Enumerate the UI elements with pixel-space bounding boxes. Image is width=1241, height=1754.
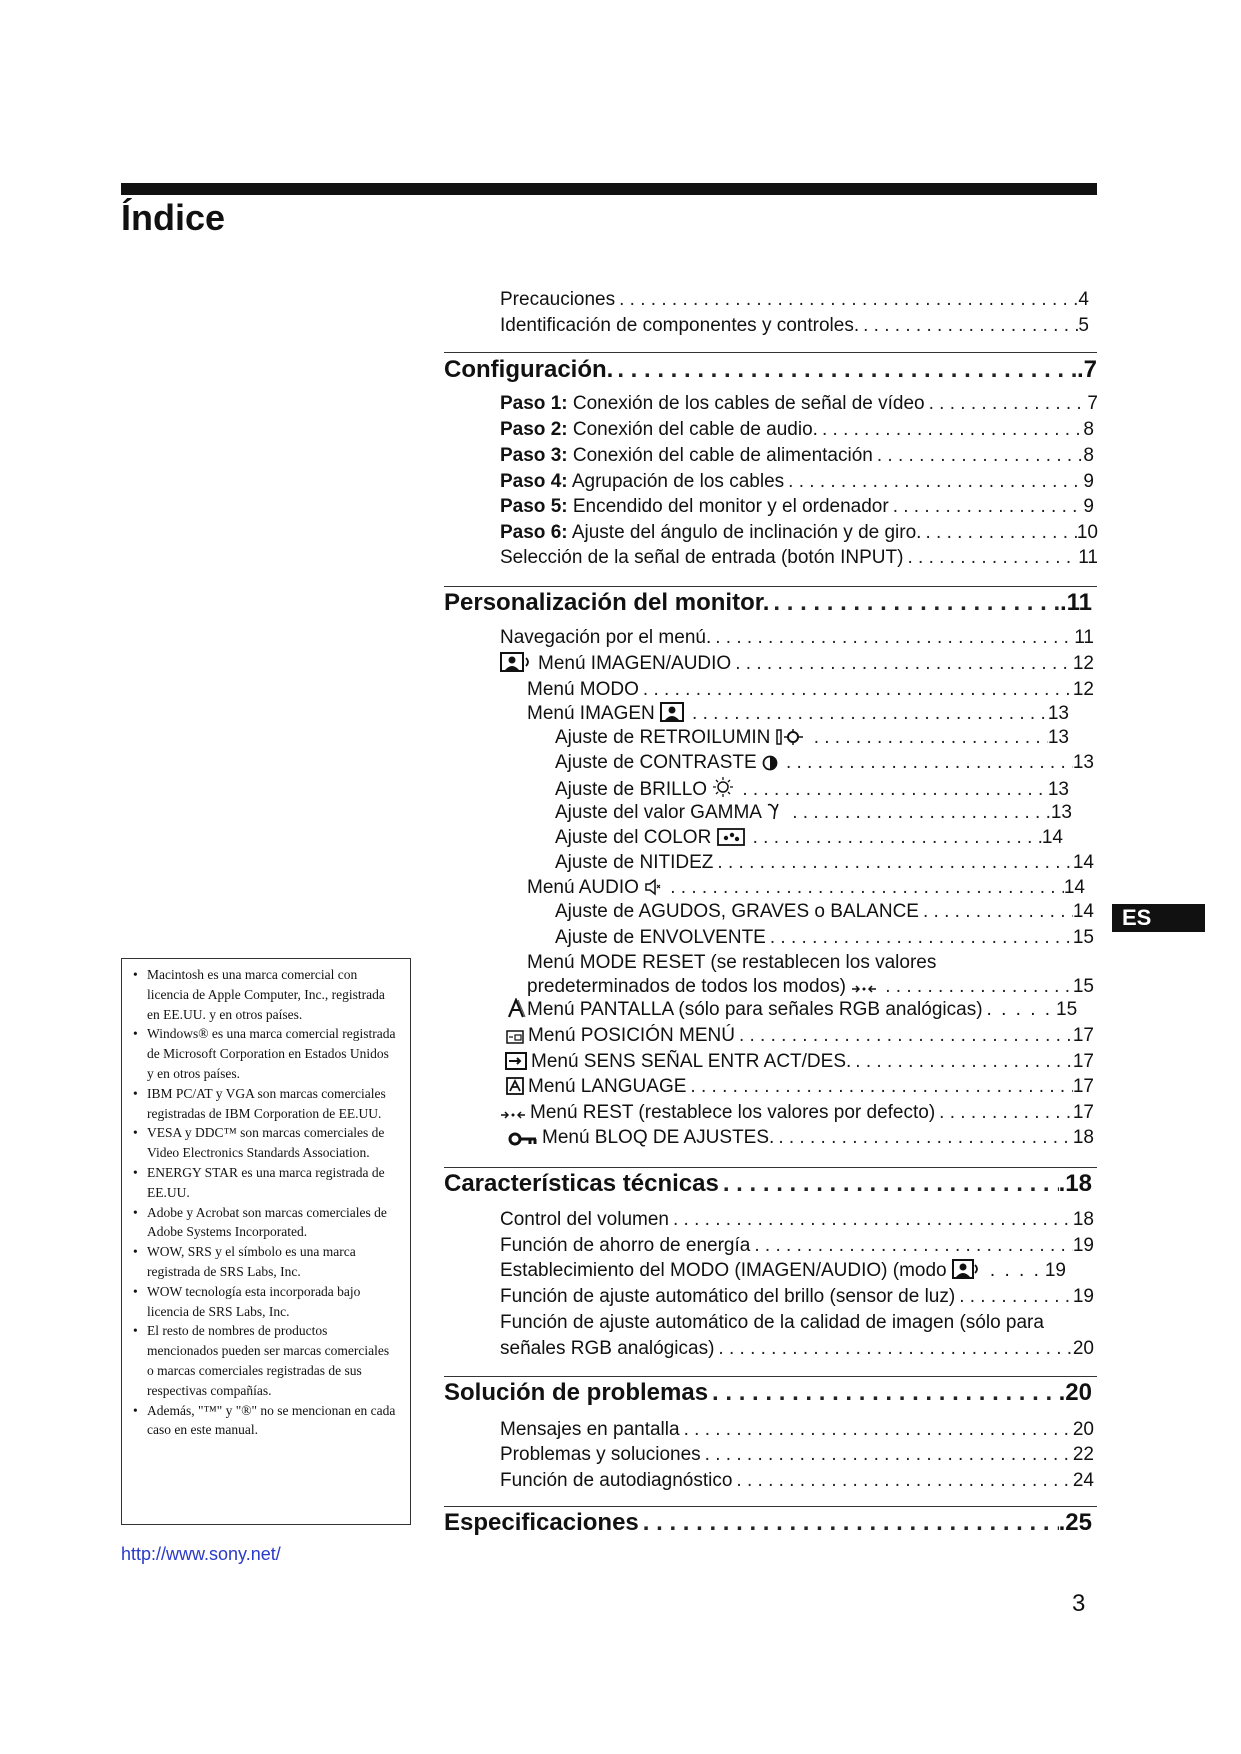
section-rule xyxy=(444,352,1097,353)
contrast-icon xyxy=(762,755,778,771)
input-sensing-icon xyxy=(505,1052,527,1070)
picture-audio-icon xyxy=(952,1259,982,1279)
section-personalizacion[interactable]: Personalización del monitor. . . . .11 xyxy=(444,588,1092,618)
reset-icon xyxy=(851,983,877,995)
toc-entry-menu-rest[interactable]: Menú REST (restablece los valores por defecto) . . . 17 xyxy=(500,1101,1094,1125)
trademark-item: • Macintosh es una marca comercial con licencia de Apple Computer, Inc., registrada en EE.UU. y en otros países. xyxy=(130,965,398,1024)
toc-entry-identificacion[interactable]: Identificación de componentes y controles. . . . 5 xyxy=(500,314,1089,338)
toc-entry-problemas[interactable]: Problemas y soluciones . . . 22 xyxy=(500,1443,1094,1467)
toc-entry-sensor-luz[interactable]: Función de ajuste automático del brillo (sensor de luz) . . . 19 xyxy=(500,1285,1094,1309)
toc-entry-agudos-graves[interactable]: Ajuste de AGUDOS, GRAVES o BALANCE . . . 14 xyxy=(555,900,1094,924)
top-bar xyxy=(121,183,1097,195)
section-solucion[interactable]: Solución de problemas . . . .20 xyxy=(444,1378,1092,1408)
toc-entry-envolvente[interactable]: Ajuste de ENVOLVENTE . . . 15 xyxy=(555,926,1094,950)
toc-entry-mensajes[interactable]: Mensajes en pantalla . . . 20 xyxy=(500,1418,1094,1442)
trademark-item: • Adobe y Acrobat son marcas comerciales de Adobe Systems Incorporated. xyxy=(130,1203,398,1243)
picture-icon xyxy=(660,702,684,722)
reset-icon xyxy=(500,1109,526,1121)
toc-entry-autodiagnostico[interactable]: Función de autodiagnóstico . . . 24 xyxy=(500,1469,1094,1493)
toc-entry-color[interactable]: Ajuste del COLOR . . . 14 xyxy=(555,826,1063,850)
color-icon xyxy=(717,828,745,846)
trademark-item: • VESA y DDC™ son marcas comerciales de Video Electronics Standards Association. xyxy=(130,1123,398,1163)
toc-entry-menu-imagen-audio[interactable]: Menú IMAGEN/AUDIO . . . 12 xyxy=(500,652,1094,676)
toc-entry-establecimiento-modo[interactable]: Establecimiento del MODO (IMAGEN/AUDIO) (modo . . . . 19 xyxy=(500,1260,1066,1281)
trademark-item: • WOW, SRS y el símbolo es una marca registrada de SRS Labs, Inc. xyxy=(130,1242,398,1282)
page-title: Índice xyxy=(121,197,226,238)
section-configuracion[interactable]: Configuración. . . . .7 xyxy=(444,355,1097,385)
section-especificaciones[interactable]: Especificaciones . . . .25 xyxy=(444,1508,1092,1538)
toc-entry-paso-1[interactable]: Paso 1: Conexión de los cables de señal de vídeo . . . 7 xyxy=(500,392,1098,416)
section-rule xyxy=(444,1376,1097,1377)
toc-entry-contraste[interactable]: Ajuste de CONTRASTE . . . 13 xyxy=(555,751,1094,775)
toc-entry-precauciones[interactable]: Precauciones . . . 4 xyxy=(500,288,1089,312)
brightness-icon xyxy=(712,776,734,798)
toc-entry-ahorro-energia[interactable]: Función de ahorro de energía . . . 19 xyxy=(500,1234,1094,1258)
toc-entry-mode-reset-line1[interactable]: Menú MODE RESET (se restablecen los valores xyxy=(527,952,937,973)
toc-entry-navegacion[interactable]: Navegación por el menú. . . . 11 xyxy=(500,626,1094,650)
toc-entry-paso-3[interactable]: Paso 3: Conexión del cable de alimentación . . . 8 xyxy=(500,444,1094,468)
gamma-icon xyxy=(766,801,784,821)
toc-entry-menu-modo[interactable]: Menú MODO . . . 12 xyxy=(527,678,1094,702)
section-caracteristicas[interactable]: Características técnicas . . . .18 xyxy=(444,1169,1092,1199)
page-number: 3 xyxy=(1072,1590,1086,1617)
trademark-item: • IBM PC/AT y VGA son marcas comerciales registradas de IBM Corporation de EE.UU. xyxy=(130,1084,398,1124)
toc-entry-nitidez[interactable]: Ajuste de NITIDEZ . . . 14 xyxy=(555,851,1094,875)
toc-entry-gamma[interactable]: Ajuste del valor GAMMA . . . 13 xyxy=(555,801,1072,825)
toc-entry-menu-sens-senal[interactable]: Menú SENS SEÑAL ENTR ACT/DES. . . . 17 xyxy=(505,1050,1094,1074)
trademark-item: • ENERGY STAR es una marca registrada de EE.UU. xyxy=(130,1163,398,1203)
toc-entry-menu-posicion[interactable]: Menú POSICIÓN MENÚ . . . 17 xyxy=(506,1024,1094,1048)
toc-entry-mode-reset-line2[interactable]: predeterminados de todos los modos) . . . 15 xyxy=(527,975,1094,999)
trademark-item: • WOW tecnología esta incorporada bajo licencia de SRS Labs, Inc. xyxy=(130,1282,398,1322)
toc-entry-seleccion-senal[interactable]: Selección de la señal de entrada (botón INPUT) . . . 11 xyxy=(500,546,1098,570)
toc-entry-paso-5[interactable]: Paso 5: Encendido del monitor y el ordenador . . . 9 xyxy=(500,495,1094,519)
trademark-item: • Windows® es una marca comercial registrada de Microsoft Corporation en Estados Unidos y en otros países. xyxy=(130,1024,398,1083)
picture-audio-icon xyxy=(500,652,534,672)
website-link[interactable]: http://www.sony.net/ xyxy=(121,1544,281,1564)
toc-entry-calidad-imagen-line2[interactable]: señales RGB analógicas) . . . 20 xyxy=(500,1337,1094,1361)
toc-entry-paso-4[interactable]: Paso 4: Agrupación de los cables . . . 9 xyxy=(500,470,1094,494)
section-rule xyxy=(444,1506,1097,1507)
toc-entry-menu-bloq[interactable]: Menú BLOQ DE AJUSTES. . . . 18 xyxy=(508,1126,1094,1150)
key-icon xyxy=(508,1132,538,1146)
toc-entry-calidad-imagen-line1[interactable]: Función de ajuste automático de la calidad de imagen (sólo para xyxy=(500,1312,1044,1333)
toc-entry-volumen[interactable]: Control del volumen . . . 18 xyxy=(500,1208,1094,1232)
toc-entry-menu-imagen[interactable]: Menú IMAGEN . . . 13 xyxy=(527,702,1069,726)
menu-position-icon xyxy=(506,1030,524,1044)
backlight-icon xyxy=(776,728,806,746)
section-rule xyxy=(444,586,1097,587)
toc-entry-brillo[interactable]: Ajuste de BRILLO . . . 13 xyxy=(555,776,1069,802)
screen-icon xyxy=(507,998,527,1018)
toc-entry-menu-pantalla[interactable]: Menú PANTALLA (sólo para señales RGB analógicas) . . . . . 15 xyxy=(507,998,1074,1022)
toc-entry-menu-audio[interactable]: Menú AUDIO . . . 14 xyxy=(527,876,1085,900)
toc-entry-retroilumin[interactable]: Ajuste de RETROILUMIN . . . 13 xyxy=(555,726,1069,750)
speaker-icon xyxy=(644,878,662,896)
trademark-item: • Además, "™" y "®" no se mencionan en cada caso en este manual. xyxy=(130,1401,398,1441)
toc-entry-paso-2[interactable]: Paso 2: Conexión del cable de audio. . . . 8 xyxy=(500,418,1094,442)
trademark-notice xyxy=(121,958,411,1525)
language-icon xyxy=(506,1077,524,1095)
language-tab: ES xyxy=(1112,904,1205,932)
section-rule xyxy=(444,1167,1097,1168)
toc-entry-paso-6[interactable]: Paso 6: Ajuste del ángulo de inclinación y de giro. . . . 10 xyxy=(500,521,1098,545)
toc-entry-menu-language[interactable]: Menú LANGUAGE . . . 17 xyxy=(506,1075,1094,1099)
trademark-item: • El resto de nombres de productos mencionados pueden ser marcas comerciales o marcas comerciales registradas de sus respectivas compañías. xyxy=(130,1321,398,1400)
